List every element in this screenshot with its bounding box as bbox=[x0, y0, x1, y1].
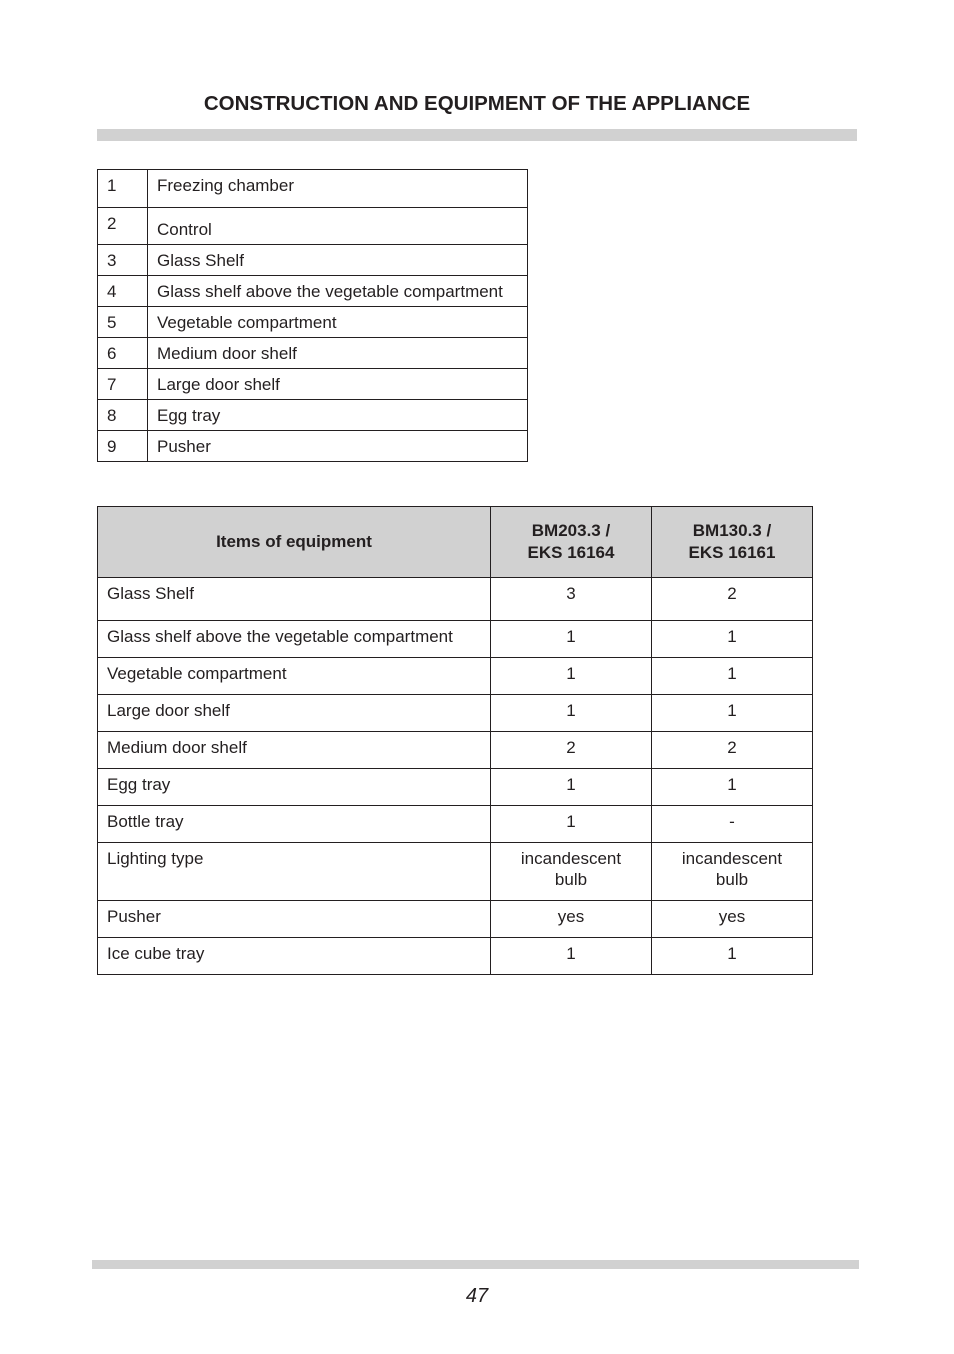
value-bm130: 2 bbox=[652, 732, 813, 769]
value-bm130 bbox=[652, 843, 813, 901]
equipment-header-row bbox=[98, 507, 813, 578]
value-line: bulb bbox=[715, 870, 749, 889]
bottom-divider-bar bbox=[92, 1260, 859, 1269]
legend-row bbox=[98, 245, 528, 276]
parts-legend-table bbox=[97, 169, 528, 462]
legend-row bbox=[98, 369, 528, 400]
legend-label: Egg tray bbox=[148, 400, 528, 431]
header-line: EKS 16164 bbox=[527, 543, 615, 562]
table-row bbox=[98, 695, 813, 732]
item-name: Large door shelf bbox=[98, 695, 491, 732]
legend-label: Vegetable compartment bbox=[148, 307, 528, 338]
table-row bbox=[98, 658, 813, 695]
value-bm130: 1 bbox=[652, 621, 813, 658]
item-name: Medium door shelf bbox=[98, 732, 491, 769]
legend-number: 5 bbox=[98, 307, 148, 338]
legend-label: Glass Shelf bbox=[148, 245, 528, 276]
page-number: 47 bbox=[465, 1285, 489, 1307]
table-row bbox=[98, 806, 813, 843]
value-bm203: 2 bbox=[491, 732, 652, 769]
value-bm203: 1 bbox=[491, 938, 652, 975]
value-bm203: 1 bbox=[491, 658, 652, 695]
legend-row bbox=[98, 338, 528, 369]
value-bm203: 1 bbox=[491, 621, 652, 658]
legend-number: 2 bbox=[98, 208, 148, 245]
value-line: bulb bbox=[554, 870, 588, 889]
table-row bbox=[98, 938, 813, 975]
item-name: Lighting type bbox=[98, 843, 491, 901]
item-name: Glass shelf above the vegetable compartment bbox=[98, 621, 491, 658]
legend-number: 1 bbox=[98, 170, 148, 208]
value-bm130: - bbox=[652, 806, 813, 843]
legend-row bbox=[98, 431, 528, 462]
item-name: Egg tray bbox=[98, 769, 491, 806]
top-divider-bar bbox=[97, 129, 857, 141]
item-name: Ice cube tray bbox=[98, 938, 491, 975]
legend-row bbox=[98, 276, 528, 307]
table-row bbox=[98, 901, 813, 938]
table-row bbox=[98, 769, 813, 806]
value-bm130: 1 bbox=[652, 695, 813, 732]
legend-label: Glass shelf above the vegetable compartment bbox=[148, 276, 528, 307]
header-line: BM130.3 / bbox=[692, 521, 772, 540]
header-line: BM203.3 / bbox=[531, 521, 611, 540]
legend-row bbox=[98, 307, 528, 338]
legend-label: Freezing chamber bbox=[148, 170, 528, 208]
item-name: Vegetable compartment bbox=[98, 658, 491, 695]
header-model-bm203 bbox=[491, 507, 652, 578]
legend-number: 9 bbox=[98, 431, 148, 462]
value-bm130: 1 bbox=[652, 658, 813, 695]
page-title: CONSTRUCTION AND EQUIPMENT OF THE APPLIANCE bbox=[203, 92, 751, 115]
table-row bbox=[98, 843, 813, 901]
legend-row bbox=[98, 170, 528, 208]
value-bm130: 2 bbox=[652, 578, 813, 621]
value-line: incandescent bbox=[681, 849, 783, 868]
legend-label: Control bbox=[148, 208, 528, 245]
legend-label: Large door shelf bbox=[148, 369, 528, 400]
legend-number: 6 bbox=[98, 338, 148, 369]
legend-number: 3 bbox=[98, 245, 148, 276]
value-bm203: 1 bbox=[491, 769, 652, 806]
item-name: Pusher bbox=[98, 901, 491, 938]
value-bm130: 1 bbox=[652, 769, 813, 806]
header-line: EKS 16161 bbox=[688, 543, 776, 562]
value-bm203: 3 bbox=[491, 578, 652, 621]
legend-label: Pusher bbox=[148, 431, 528, 462]
value-bm203: 1 bbox=[491, 695, 652, 732]
legend-row bbox=[98, 400, 528, 431]
legend-label: Medium door shelf bbox=[148, 338, 528, 369]
header-items-of-equipment: Items of equipment bbox=[98, 507, 491, 578]
legend-number: 7 bbox=[98, 369, 148, 400]
table-row bbox=[98, 578, 813, 621]
value-bm130: 1 bbox=[652, 938, 813, 975]
table-row bbox=[98, 621, 813, 658]
legend-number: 4 bbox=[98, 276, 148, 307]
value-bm130: yes bbox=[652, 901, 813, 938]
item-name: Glass Shelf bbox=[98, 578, 491, 621]
header-model-bm130 bbox=[652, 507, 813, 578]
legend-number: 8 bbox=[98, 400, 148, 431]
value-line: incandescent bbox=[520, 849, 622, 868]
value-bm203: yes bbox=[491, 901, 652, 938]
value-bm203: 1 bbox=[491, 806, 652, 843]
legend-row bbox=[98, 208, 528, 245]
item-name: Bottle tray bbox=[98, 806, 491, 843]
table-row bbox=[98, 732, 813, 769]
equipment-table bbox=[97, 506, 813, 975]
value-bm203 bbox=[491, 843, 652, 901]
